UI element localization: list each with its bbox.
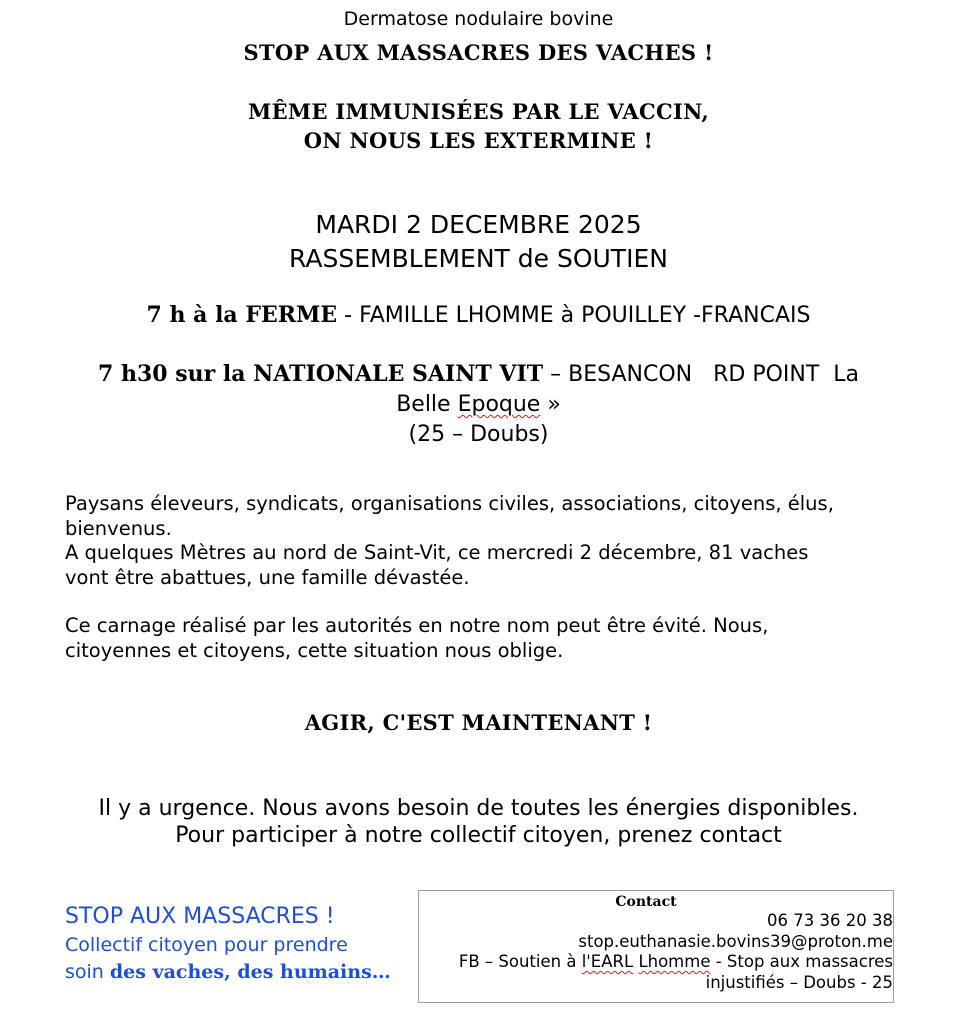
contact-email[interactable]: stop.euthanasie.bovins39@proton.me	[578, 931, 893, 951]
road-meeting-time: 7 h30 sur la NATIONALE SAINT VIT	[97, 361, 544, 387]
call-to-action: AGIR, C'EST MAINTENANT !	[304, 710, 653, 735]
collective-line3	[65, 959, 391, 986]
body-text	[65, 492, 905, 687]
contact-facebook[interactable]	[419, 952, 893, 973]
headline-vaccine-line1: MÊME IMMUNISÉES PAR LE VACCIN,	[248, 99, 709, 124]
urgency-text	[0, 795, 957, 849]
headline-vaccine	[0, 97, 957, 155]
event-date: MARDI 2 DECEMBRE 2025	[315, 210, 642, 239]
collective-line3-pre: soin	[65, 961, 110, 983]
collective-line3-emph: des vaches, des humains…	[109, 961, 391, 983]
body-p2-line1: Ce carnage réalisé par les autorités en notre nom peut être évité. Nous,	[65, 614, 769, 637]
contact-fb-post: - Stop aux massacres	[710, 952, 893, 971]
road-meeting-line2	[0, 390, 957, 420]
contact-box	[418, 890, 894, 1003]
event-title: RASSEMBLEMENT de SOUTIEN	[289, 244, 668, 273]
contact-title: Contact	[615, 894, 677, 910]
body-p1-line3: A quelques Mètres au nord de Saint-Vit, ce mercredi 2 décembre, 81 vaches	[65, 541, 809, 564]
farm-meeting-line	[0, 302, 957, 328]
road-line2-word: Epoque	[457, 392, 541, 417]
urgency-line1: Il y a urgence. Nous avons besoin de toutes les énergies disponibles.	[98, 796, 859, 821]
body-p1-line4: vont être abattues, une famille dévastée.	[65, 565, 470, 589]
contact-fb-earl: l'EARL	[581, 952, 634, 971]
collective-line2: Collectif citoyen pour prendre	[65, 934, 348, 956]
farm-meeting-place: - FAMILLE LHOMME à POUILLEY -FRANCAIS	[337, 303, 811, 328]
headline-vaccine-line2: ON NOUS LES EXTERMINE !	[303, 128, 654, 153]
body-paragraph-2	[65, 614, 905, 663]
body-p1-line1: Paysans éleveurs, syndicats, organisations civiles, associations, citoyens, élus,	[65, 492, 834, 515]
urgency-line2: Pour participer à notre collectif citoyen, prenez contact	[175, 823, 782, 848]
collective-block	[65, 902, 391, 986]
contact-fb-name: Lhomme	[638, 952, 711, 971]
body-p1-line2: bienvenus.	[65, 516, 172, 540]
headline-stop-massacres: STOP AUX MASSACRES DES VACHES !	[243, 40, 714, 65]
contact-phone[interactable]: 06 73 36 20 38	[767, 911, 893, 930]
body-paragraph-1	[65, 492, 905, 590]
subtitle: Dermatose nodulaire bovine	[343, 8, 614, 30]
road-meeting-place: – BESANCON RD POINT La	[543, 362, 860, 387]
contact-facebook-line2: injustifiés – Doubs - 25	[705, 972, 893, 992]
road-meeting-block	[0, 359, 957, 450]
farm-meeting-time: 7 h à la FERME	[146, 302, 338, 328]
road-line2-pre: Belle	[396, 392, 458, 417]
road-meeting-line3: (25 – Doubs)	[408, 422, 549, 447]
road-line2-post: »	[540, 392, 561, 417]
contact-fb-pre: FB – Soutien à	[458, 952, 582, 971]
road-meeting-line1	[0, 359, 957, 390]
collective-title: STOP AUX MASSACRES !	[65, 904, 335, 929]
body-p2-line2: citoyennes et citoyens, cette situation nous oblige.	[65, 638, 564, 662]
